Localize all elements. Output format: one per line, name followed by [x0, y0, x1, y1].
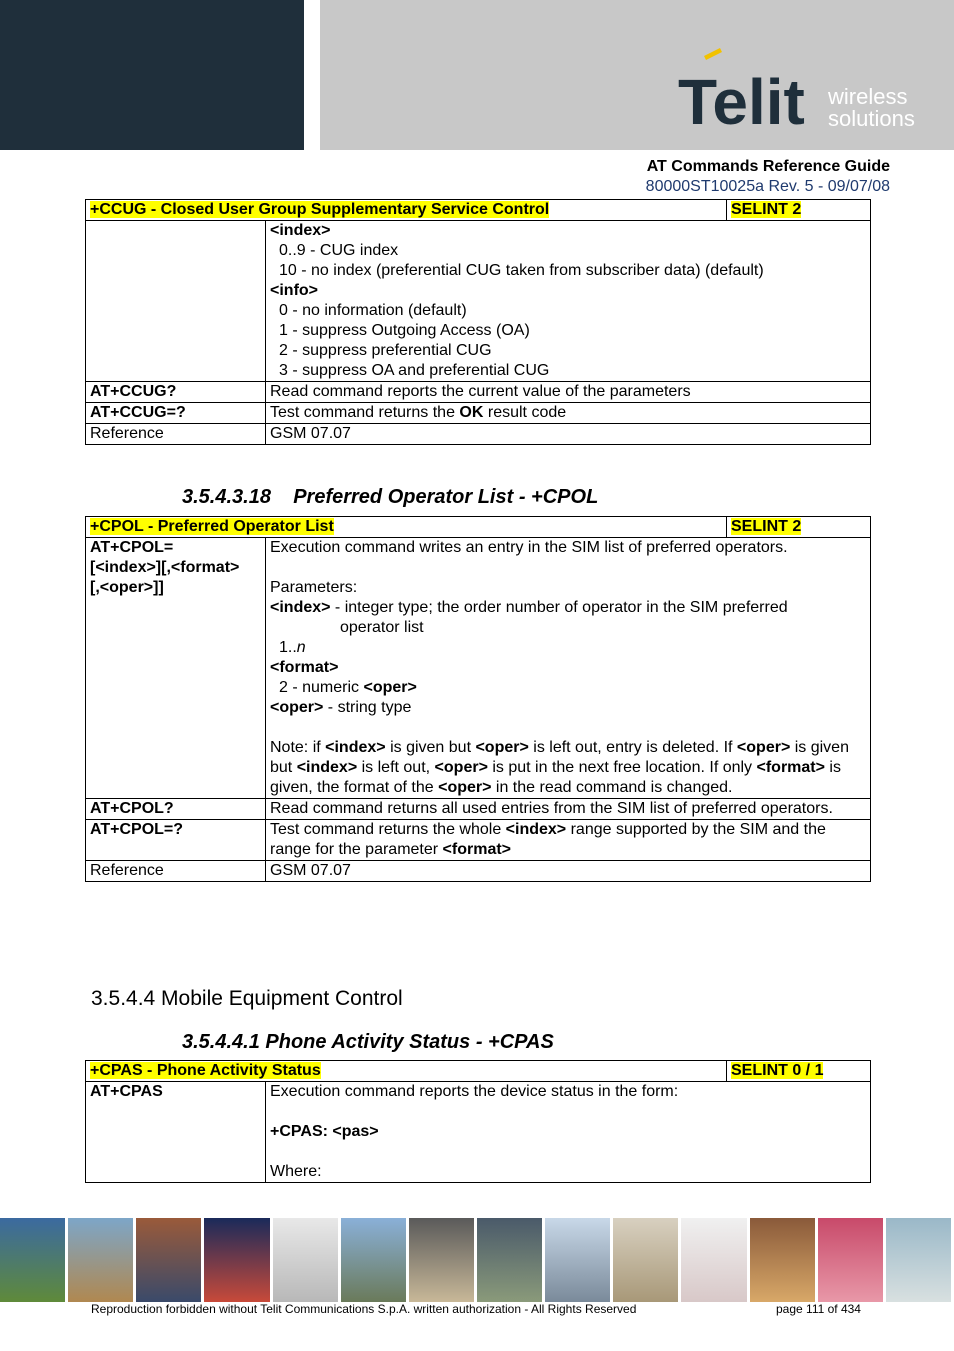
cpol-selint: SELINT 2 [731, 518, 802, 535]
ccug-ref-value: GSM 07.07 [266, 424, 871, 445]
cpas-heading-num: 3.5.4.4.1 [182, 1031, 260, 1053]
ccug-test-cmd: AT+CCUG=? [86, 403, 266, 424]
ccug-test-pre: Test command returns the [270, 404, 460, 421]
cpol-note-segment: <format> [756, 759, 825, 776]
cpas-exec-desc: Execution command reports the device status in the form: [270, 1083, 679, 1100]
cpol-note-segment: <oper> [434, 759, 488, 776]
cpol-note-segment: is left out, [357, 759, 435, 776]
ccug-test-desc [266, 403, 871, 424]
cpol-exec-cmd-2: [<index>][,<format> [90, 559, 240, 576]
ccug-param-line: 0 - no information (default) [279, 302, 467, 319]
cpol-note-segment: is left out, entry is deleted. If [528, 739, 737, 756]
ccug-read-desc: Read command reports the current value of the parameters [266, 382, 871, 403]
ccug-param-line: 0..9 - CUG index [279, 242, 399, 259]
footer-photo [681, 1218, 749, 1302]
cpas-response: +CPAS: <pas> [270, 1123, 379, 1140]
guide-revision: 80000ST10025a Rev. 5 - 09/07/08 [645, 178, 890, 195]
cpol-selint-cell [727, 517, 871, 538]
cpol-note-segment: is put in the next free location. If only [487, 759, 757, 776]
footer-photo [818, 1218, 886, 1302]
cpol-title: +CPOL - Preferred Operator List [90, 518, 334, 535]
cpol-read-desc: Read command returns all used entries from the SIM list of preferred operators. [266, 799, 871, 820]
footer-photo [613, 1218, 681, 1302]
ccug-param-line: 2 - suppress preferential CUG [279, 342, 492, 359]
cpol-index-range-pre: 1.. [279, 639, 297, 656]
guide-title: AT Commands Reference Guide [646, 158, 890, 175]
cpol-format-opt-pre: 2 - numeric [279, 679, 364, 696]
cpol-note-segment: is given but [385, 739, 476, 756]
cpas-selint-cell [727, 1061, 871, 1082]
cpol-test-mid: range supported by the SIM and the range for the parameter [270, 821, 826, 858]
ccug-selint: SELINT 2 [731, 201, 802, 218]
logo-tagline-1: wireless [828, 84, 908, 109]
cpol-test-cmd: AT+CPOL=? [86, 820, 266, 861]
cpas-where: Where: [270, 1163, 322, 1180]
ccug-params-cell [266, 221, 871, 382]
cpol-oper-label: <oper> [270, 699, 324, 716]
cpol-index-line [270, 598, 866, 618]
cpol-heading-text: Preferred Operator List - +CPOL [293, 486, 599, 508]
footer-photo [68, 1218, 136, 1302]
footer-photo [204, 1218, 272, 1302]
footer-photo [886, 1218, 954, 1302]
footer-photo-strip [0, 1218, 954, 1302]
ccug-table [85, 199, 871, 445]
cpol-read-cmd: AT+CPOL? [86, 799, 266, 820]
ccug-param-line: <info> [270, 282, 319, 299]
cpol-note-segment: <index> [325, 739, 386, 756]
cpol-note-segment: <oper> [475, 739, 529, 756]
cpol-ref-value: GSM 07.07 [266, 861, 871, 882]
ccug-test-ok: OK [459, 404, 484, 421]
cpol-table [85, 516, 871, 882]
cpas-heading [182, 1031, 554, 1054]
telit-logo [676, 48, 936, 132]
footer-photo [545, 1218, 613, 1302]
footer-photo [409, 1218, 477, 1302]
footer-photo [341, 1218, 409, 1302]
cpol-test-pre: Test command returns the whole [270, 821, 506, 838]
cpol-ref-label: Reference [86, 861, 266, 882]
cpol-heading-num: 3.5.4.3.18 [182, 486, 271, 508]
ccug-test-post: result code [483, 404, 567, 421]
cpol-oper-line [270, 698, 866, 718]
ccug-empty-cell [86, 221, 266, 382]
cpol-title-cell [86, 517, 727, 538]
logo-tagline-2: solutions [828, 106, 915, 131]
cpas-exec-desc-cell [266, 1082, 871, 1183]
ccug-title: +CCUG - Closed User Group Supplementary Service Control [90, 201, 550, 218]
ccug-read-cmd: AT+CCUG? [86, 382, 266, 403]
cpol-index-range-n: n [296, 639, 306, 656]
cpol-params-label: Parameters: [270, 579, 358, 596]
cpol-note-segment: <oper> [438, 779, 492, 796]
cpol-index-desc: - integer type; the order number of operator in the SIM preferred [330, 599, 788, 616]
logo-wordmark: Telit [678, 66, 805, 132]
ccug-param-line: 3 - suppress OA and preferential CUG [279, 362, 550, 379]
cpol-note-segment: in the read command is changed. [491, 779, 733, 796]
footer-photo [750, 1218, 818, 1302]
cpol-note [270, 738, 866, 798]
cpas-title: +CPAS - Phone Activity Status [90, 1062, 321, 1079]
cpol-note-segment: is given, the format of the [270, 759, 841, 796]
cpol-format-opt-oper: <oper> [363, 679, 417, 696]
cpol-format-opt [270, 678, 866, 698]
cpol-test-index: <index> [505, 821, 567, 838]
footer-photo [477, 1218, 545, 1302]
cpol-note-segment: is given but [270, 739, 849, 776]
cpol-note-segment: Note: if [270, 739, 326, 756]
cpol-exec-cmd-1: AT+CPOL= [90, 539, 174, 556]
ccug-title-cell [86, 200, 727, 221]
cpol-exec-cmd-3: [,<oper>]] [90, 579, 164, 596]
cpol-index-label: <index> [270, 599, 331, 616]
footer-photo [273, 1218, 341, 1302]
ccug-ref-label: Reference [86, 424, 266, 445]
mec-heading: 3.5.4.4 Mobile Equipment Control [91, 987, 403, 1010]
footer-copyright: Reproduction forbidden without Telit Communications S.p.A. written authorization - All Rights Reserved [91, 1302, 637, 1316]
cpol-note-segment: <oper> [736, 739, 791, 756]
cpol-index-range [270, 638, 866, 658]
cpas-title-cell [86, 1061, 727, 1082]
footer-photo [136, 1218, 204, 1302]
header-dark-panel [0, 0, 304, 150]
cpol-format-label: <format> [270, 659, 339, 676]
cpol-note-segment: <index> [296, 759, 358, 776]
cpol-oper-desc: - string type [323, 699, 412, 716]
cpol-index-desc2: operator list [340, 619, 424, 636]
cpol-exec-desc: Execution command writes an entry in the SIM list of preferred operators. [270, 539, 788, 556]
cpol-exec-cmd [86, 538, 266, 799]
cpas-exec-cmd: AT+CPAS [86, 1082, 266, 1183]
ccug-param-line: <index> [270, 222, 331, 239]
footer-page-number: page 111 of 434 [776, 1302, 861, 1316]
cpol-heading [182, 486, 598, 509]
cpol-test-format: <format> [442, 841, 512, 858]
footer-photo [0, 1218, 68, 1302]
ccug-selint-cell [727, 200, 871, 221]
cpas-table [85, 1060, 871, 1183]
cpol-exec-desc-cell [266, 538, 871, 799]
ccug-param-line: 1 - suppress Outgoing Access (OA) [279, 322, 530, 339]
cpas-selint: SELINT 0 / 1 [731, 1062, 824, 1079]
ccug-param-line: 10 - no index (preferential CUG taken from subscriber data) (default) [279, 262, 764, 279]
cpol-test-desc [266, 820, 871, 861]
cpas-heading-text: Phone Activity Status - +CPAS [265, 1031, 554, 1053]
